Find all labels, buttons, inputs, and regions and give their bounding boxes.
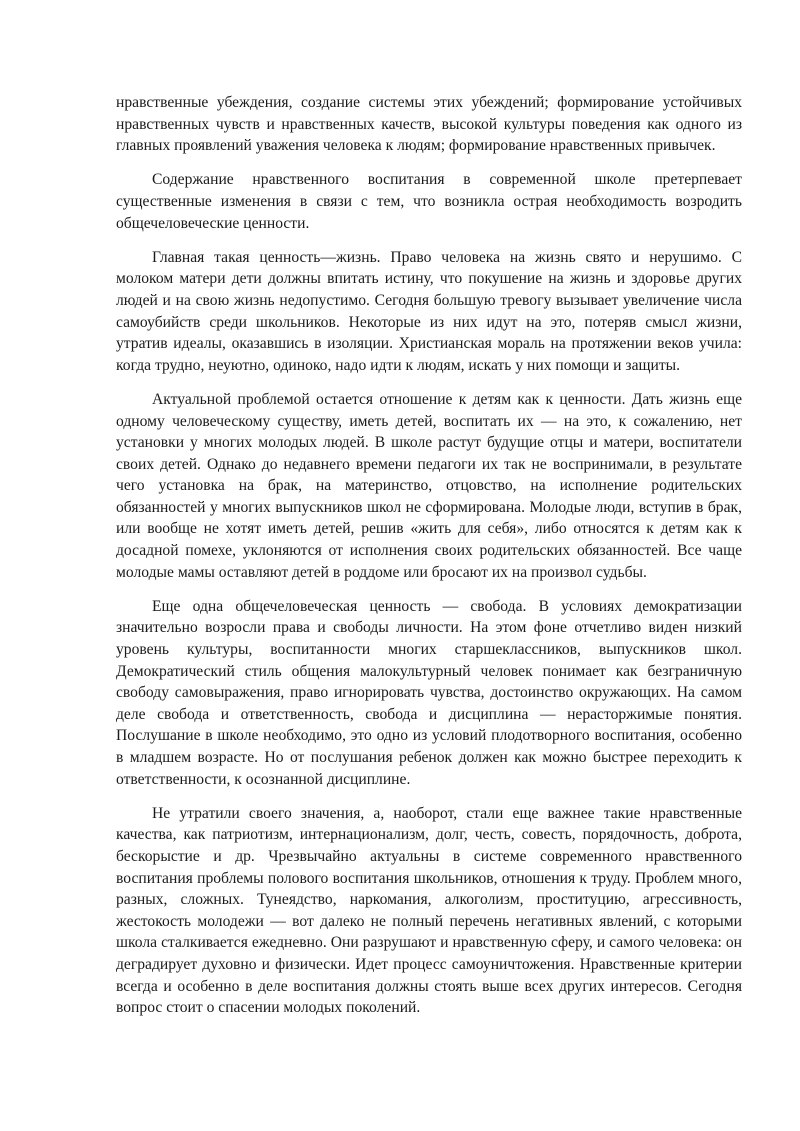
paragraph-2: Содержание нравственного воспитания в современной школе претерпевает существенные изменения в связи с тем, что возникла острая необходимость возродить общечеловеческие ценности.: [116, 171, 742, 232]
paragraph-5: Еще одна общечеловеческая ценность — свобода. В условиях демократизации значительно возросли права и свободы личности. На этом фоне отчетливо виден низкий уровень культуры, воспитанности многих старшеклассников, выпускников школ. Демократический стиль общения малокультурный человек понимает как безграничную свободу самовыражения, право игнорировать чувства, достоинство окружающих. На самом деле свобода и ответственность, свобода и дисциплина — нерасторжимые понятия. Послушание в школе необходимо, это одно из условий плодотворного воспитания, особенно в младшем возрасте. Но от послушания ребенок должен как можно быстрее переходить к ответственности, к осознанной дисциплине.: [116, 597, 742, 788]
document-page: [116, 92, 742, 1031]
paragraph-1: нравственные убеждения, создание системы этих убеждений; формирование устойчивых нравственных чувств и нравственных качеств, высокой культуры поведения как одного из главных проявлений уважения человека к людям; формирование нравственных привычек.: [116, 94, 742, 155]
paragraph-6: Не утратили своего значения, а, наоборот, стали еще важнее такие нравственные качества, как патриотизм, интернационализм, долг, честь, совесть, порядочность, доброта, бескорыстие и др. Чрезвычайно актуальны в системе современного нравственного воспитания проблемы полового воспитания школьников, отношения к труду. Проблем много, разных, сложных. Тунеядство, наркомания, алкоголизм, проституцию, агрессивность, жестокость молодежи — вот далеко не полный перечень негативных явлений, с которыми школа сталкивается ежедневно. Они разрушают и нравственную сферу, и самого человека: он деградирует духовно и физически. Идет процесс самоуничтожения. Нравственные критерии всегда и особенно в деле воспитания должны стоять выше всех других интересов. Сегодня вопрос стоит о спасении молодых поколений.: [116, 804, 742, 1017]
paragraph-3: Главная такая ценность—жизнь. Право человека на жизнь свято и нерушимо. С молоком матери дети должны впитать истину, что покушение на жизнь и здоровье других людей и на свою жизнь недопустимо. Сегодня большую тревогу вызывает увеличение числа самоубийств среди школьников. Некоторые из них идут на это, потеряв смысл жизни, утратив идеалы, оказавшись в изоляции. Христианская мораль на протяжении веков учила: когда трудно, неуютно, одиноко, надо идти к людям, искать у них помощи и защиты.: [116, 248, 742, 374]
paragraph-4: Актуальной проблемой остается отношение к детям как к ценности. Дать жизнь еще одному человеческому существу, иметь детей, воспитать их — на это, к сожалению, нет установки у многих молодых людей. В школе растут будущие отцы и матери, воспитатели своих детей. Однако до недавнего времени педагоги их так не воспринимали, в результате чего установка на брак, на материнство, отцовство, на исполнение родительских обязанностей у многих выпускников школ не сформирована. Молодые люди, вступив в брак, или вообще не хотят иметь детей, решив «жить для себя», либо относятся к детям как к досадной помехе, уклоняются от исполнения своих родительских обязанностей. Все чаще молодые мамы оставляют детей в роддоме или бросают их на произвол судьбы.: [116, 390, 742, 581]
